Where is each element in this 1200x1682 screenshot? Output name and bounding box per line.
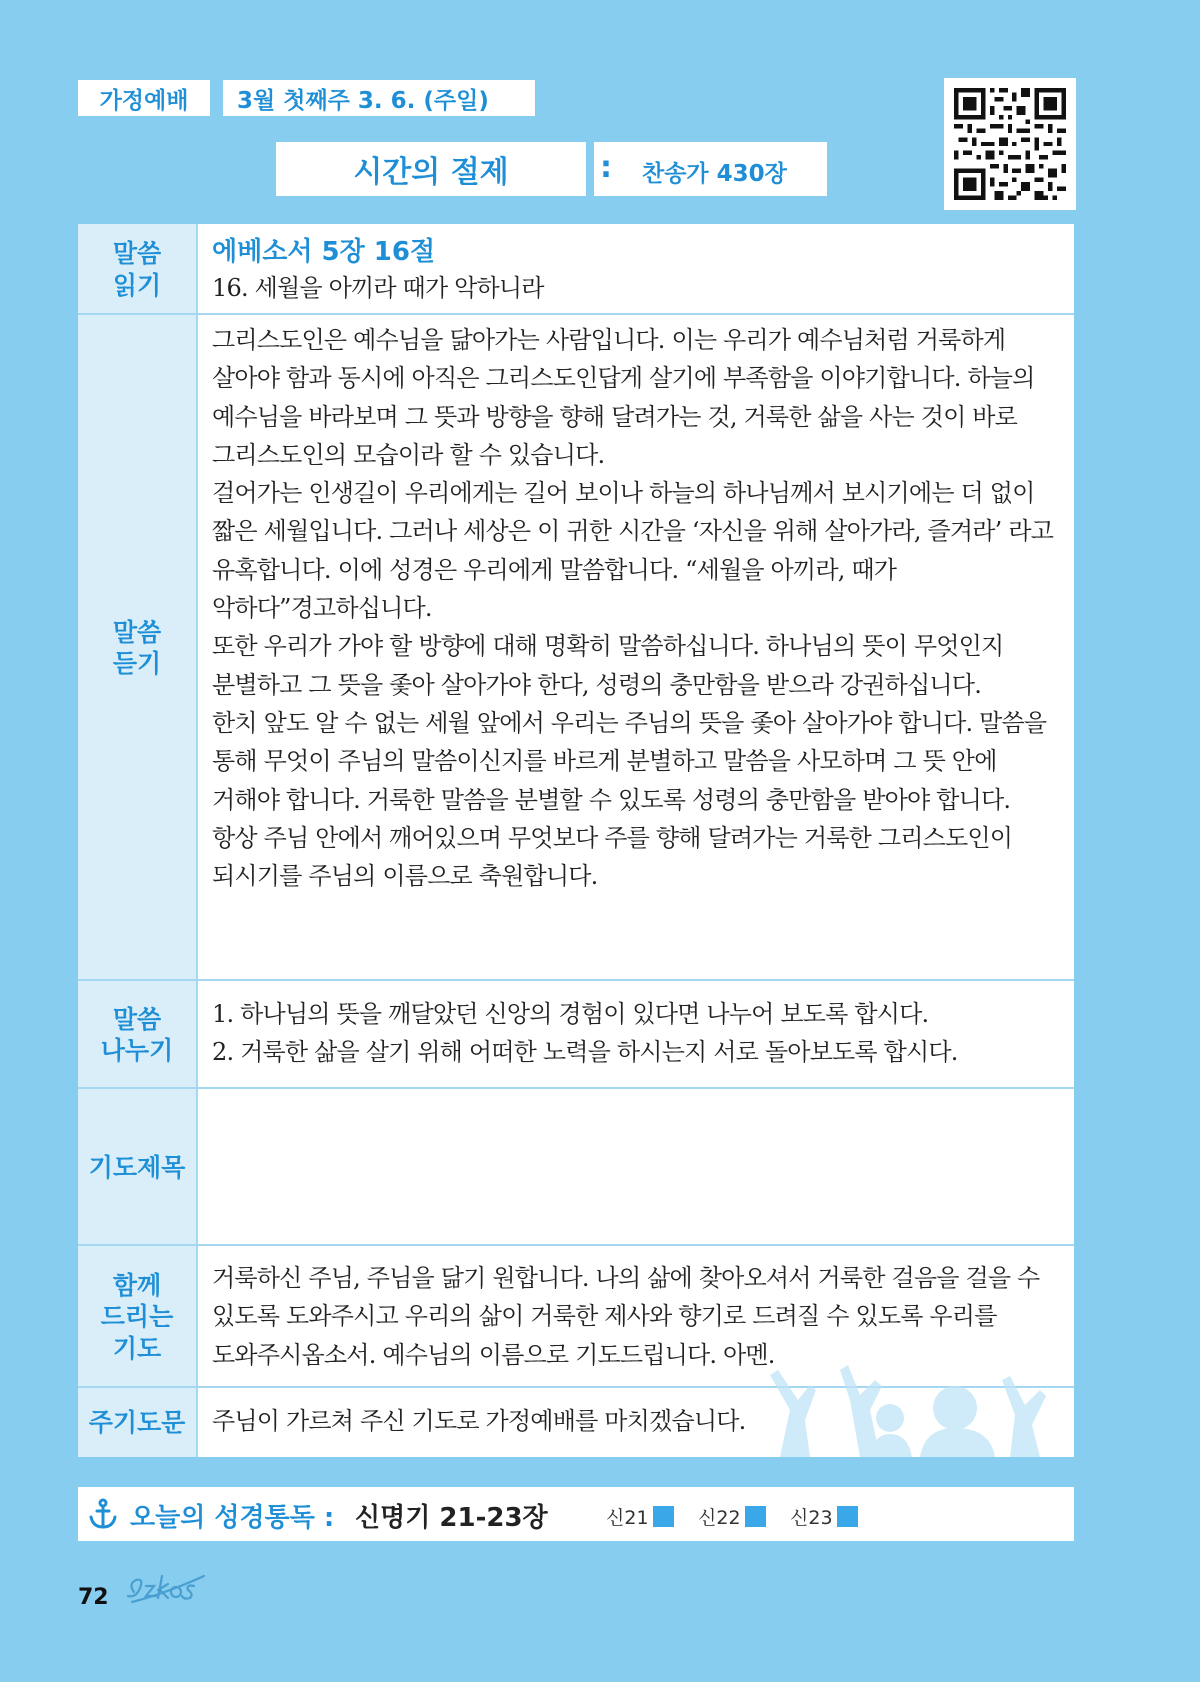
sermon-paragraph: 걸어가는 인생길이 우리에게는 길어 보이나 하늘의 하나님께서 보시기에는 더 없이 짧은 세월입니다. 그러나 세상은 이 귀한 시간을 ‘자신을 위해 살아가라, 즐겨라’ 라고 유혹합니다. 이에 성경은 우리에게 말씀합니다. “세월을 아끼라, 때가 악하다”경고하십니다. <box>212 479 1054 623</box>
checkbox[interactable] <box>745 1506 766 1527</box>
sermon-paragraph: 한치 앞도 알 수 없는 세월 앞에서 우리는 주님의 뜻을 좇아 살아가야 합니다. 말씀을 통해 무엇이 주님의 말씀이신지를 바르게 분별하고 말씀을 사모하며 그 뜻 안에 거해야 합니다. 거룩한 말씀을 분별할 수 있도록 성령의 충만함을 받아야 합니다. <box>212 708 1047 814</box>
sermon-paragraph: 또한 우리가 가야 할 방향에 대해 명확히 말씀하십니다. 하나님의 뜻이 무엇인지 분별하고 그 뜻을 좇아 살아가야 한다, 성령의 충만함을 받으라 강권하십니다. <box>212 632 1004 699</box>
row-prayer-topic <box>78 1089 1074 1246</box>
label-lords-prayer: 주기도문 <box>78 1388 196 1457</box>
row-listening <box>78 315 1074 981</box>
row-reading <box>78 224 1074 315</box>
publisher-logo <box>124 1562 210 1608</box>
worship-title: 시간의 절제 <box>276 142 586 196</box>
sharing-question: 2. 거룩한 삶을 살기 위해 어떠한 노력을 하시는지 서로 돌아보도록 합시다. <box>212 1038 958 1067</box>
qr-code-icon <box>954 88 1066 200</box>
bible-reading-bar <box>78 1487 1074 1541</box>
reading-check-2[interactable] <box>698 1503 766 1530</box>
label-sharing: 말씀 나누기 <box>78 981 196 1089</box>
label-listening: 말씀 듣기 <box>78 315 196 981</box>
reading-content <box>212 234 1062 306</box>
scripture-verse: 16. 세월을 아끼라 때가 악하니라 <box>212 274 544 302</box>
sharing-content <box>212 995 1062 1072</box>
hymn-number: 찬송가 430장 <box>642 161 787 187</box>
row-sharing <box>78 981 1074 1089</box>
hymn-box <box>594 142 827 196</box>
anchor-icon <box>86 1497 120 1531</box>
check-label: 신21 <box>606 1507 649 1529</box>
qr-code[interactable] <box>944 78 1076 210</box>
reading-check-3[interactable] <box>790 1503 858 1530</box>
prayer-topic-area[interactable] <box>212 1089 1062 1246</box>
lords-prayer-text: 주님이 가르쳐 주신 기도로 가정예배를 마치겠습니다. <box>212 1407 746 1435</box>
sermon-content <box>212 321 1062 895</box>
label-prayer-topic: 기도제목 <box>78 1089 196 1246</box>
sermon-paragraph: 그리스도인은 예수님을 닮아가는 사람입니다. 이는 우리가 예수님처럼 거룩하게 살아야 함과 동시에 아직은 그리스도인답게 살기에 부족함을 이야기합니다. 하늘의 예수님을 바라보며 그 뜻과 방향을 향해 달려가는 것, 거룩한 삶을 사는 것이 바로 그리스도인의 모습이라 할 수 있습니다. <box>212 326 1035 469</box>
hymn-separator: : <box>600 150 612 185</box>
scripture-reference: 에베소서 5장 16절 <box>212 237 436 267</box>
bible-reading-chapters: 신명기 21-23장 <box>355 1503 548 1533</box>
worship-tag: 가정예배 <box>78 80 210 116</box>
worship-date: 3월 첫째주 3. 6. (주일) <box>223 80 535 116</box>
sharing-question: 1. 하나님의 뜻을 깨달았던 신앙의 경험이 있다면 나누어 보도록 합시다. <box>212 1000 929 1028</box>
bible-reading-label: 오늘의 성경통독 : <box>130 1503 335 1533</box>
check-label: 신22 <box>698 1507 741 1529</box>
sermon-paragraph: 항상 주님 안에서 깨어있으며 무엇보다 주를 향해 달려가는 거룩한 그리스도인이 되시기를 주님의 이름으로 축원합니다. <box>212 823 1013 891</box>
reading-check-1[interactable] <box>606 1503 674 1530</box>
checkbox[interactable] <box>653 1506 674 1527</box>
label-prayer: 함께 드리는 기도 <box>78 1246 196 1388</box>
checkbox[interactable] <box>837 1506 858 1527</box>
worship-table <box>78 224 1074 1457</box>
worship-silhouette-illustration <box>740 1340 1074 1457</box>
page-number: 72 <box>78 1585 109 1610</box>
label-reading: 말씀 읽기 <box>78 224 196 315</box>
prayer-text: 거룩하신 주님, 주님을 닮기 원합니다. 나의 삶에 찾아오셔서 거룩한 걸음을 걸을 수 있도록 도와주시고 우리의 삶이 거룩한 제사와 향기로 드려질 수 있도록 우리를 도와주시옵소서. 예수님의 이름으로 기도드립니다. 아멘. <box>212 1264 1040 1369</box>
check-label: 신23 <box>790 1507 833 1529</box>
